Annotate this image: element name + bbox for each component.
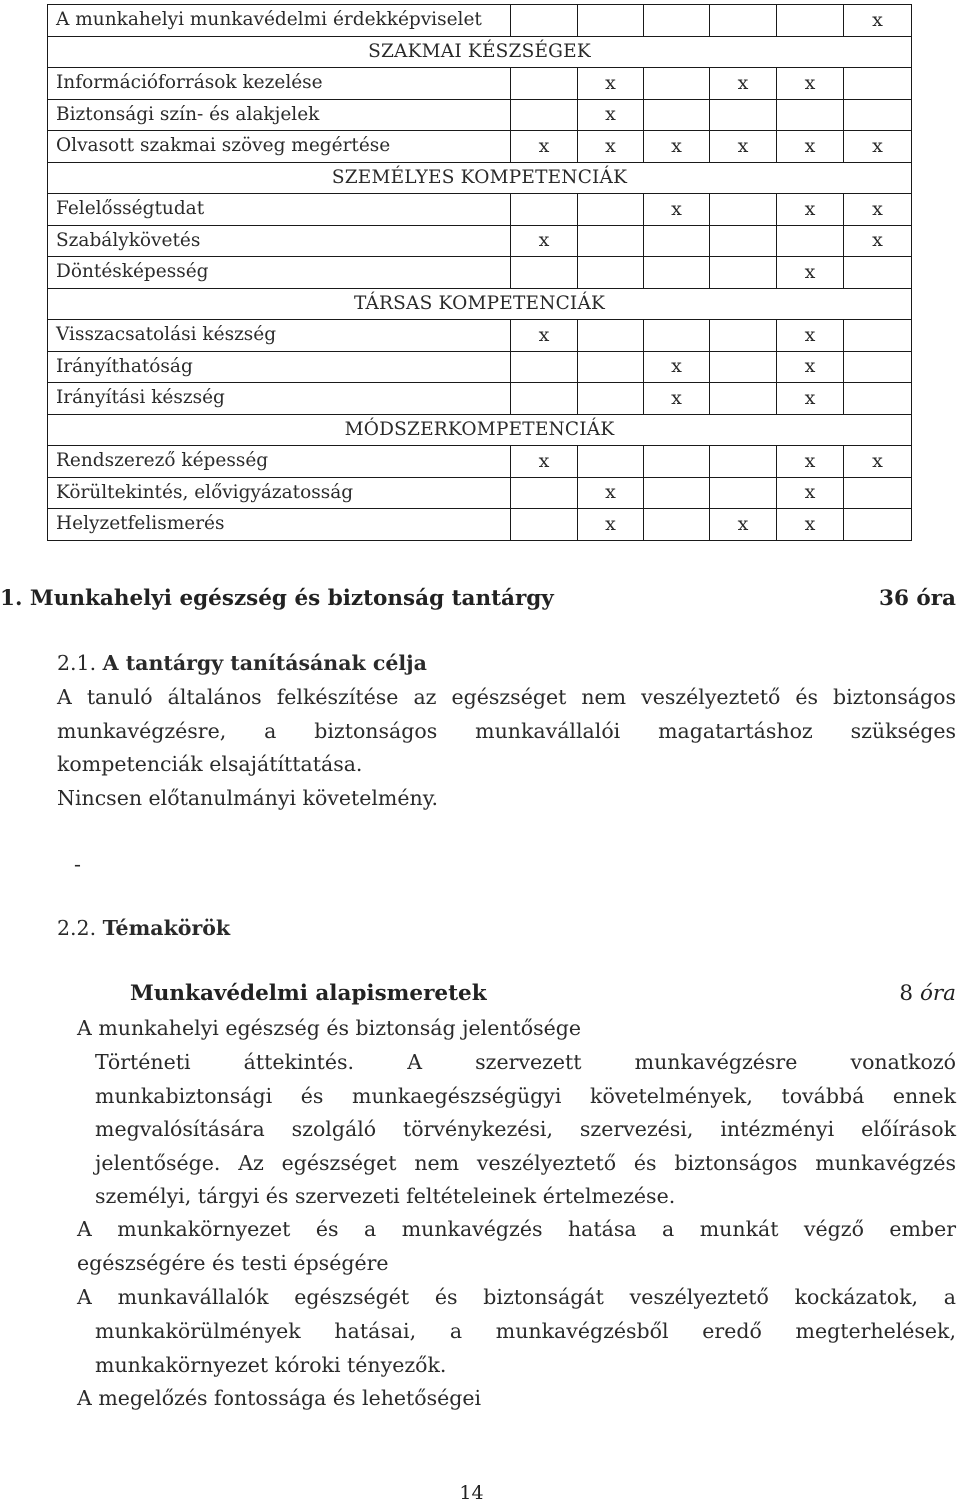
topics-heading bbox=[57, 912, 230, 946]
body-line: munkakörnyezet kóroki tényezők. bbox=[95, 1352, 447, 1377]
table-row bbox=[48, 509, 912, 541]
goal-paragraph bbox=[57, 681, 956, 782]
subtopic-2-line-2: egészségére és testi épségére bbox=[77, 1251, 389, 1275]
dash-item: - bbox=[74, 852, 81, 876]
body-line: Történeti áttekintés. A szervezett munkavégzésre vonatkozó bbox=[95, 1050, 956, 1074]
row-label: A munkahelyi munkavédelmi érdekképviselet bbox=[48, 5, 511, 37]
mark-cell bbox=[777, 5, 844, 37]
topics-title: Témakörök bbox=[102, 916, 231, 940]
mark-cell bbox=[511, 383, 578, 415]
prerequisite-text: Nincsen előtanulmányi követelmény. bbox=[57, 786, 439, 810]
mark-cell bbox=[844, 509, 912, 541]
topic-title: Munkavédelmi alapismeretek bbox=[130, 981, 487, 1006]
mark-cell bbox=[511, 509, 578, 541]
mark-cell: x bbox=[644, 351, 710, 383]
mark-cell: x bbox=[844, 446, 912, 478]
page-number: 14 bbox=[459, 1482, 484, 1504]
mark-cell: x bbox=[777, 383, 844, 415]
body-line: A munkavállalók egészségét és biztonságát veszélyeztető kockázatok, a bbox=[77, 1285, 956, 1309]
mark-cell bbox=[578, 257, 644, 289]
mark-cell: x bbox=[844, 5, 912, 37]
goal-number: 2.1. bbox=[57, 651, 97, 675]
table-section-row bbox=[48, 414, 912, 446]
mark-cell: x bbox=[777, 351, 844, 383]
mark-cell bbox=[710, 446, 777, 478]
mark-cell: x bbox=[777, 477, 844, 509]
subtopic-2-line-1 bbox=[77, 1213, 956, 1247]
section-heading: MÓDSZERKOMPETENCIÁK bbox=[48, 414, 912, 446]
mark-cell bbox=[710, 194, 777, 226]
subject-hours: 36 óra bbox=[878, 586, 956, 611]
mark-cell: x bbox=[578, 99, 644, 131]
table-row bbox=[48, 225, 912, 257]
mark-cell bbox=[844, 99, 912, 131]
body-line: munkabiztonsági és munkaegészségügyi követelmények, továbbá ennek bbox=[95, 1083, 956, 1108]
section-heading: TÁRSAS KOMPETENCIÁK bbox=[48, 288, 912, 320]
mark-cell: x bbox=[777, 68, 844, 100]
body-line: jelentősége. Az egészséget nem veszélyeztető és biztonságos munkavégzés bbox=[95, 1150, 956, 1175]
table-section-row bbox=[48, 36, 912, 68]
mark-cell: x bbox=[578, 477, 644, 509]
mark-cell bbox=[844, 68, 912, 100]
mark-cell bbox=[644, 446, 710, 478]
mark-cell: x bbox=[644, 131, 710, 163]
mark-cell bbox=[710, 351, 777, 383]
mark-cell bbox=[710, 257, 777, 289]
goal-line: munkavégzésre, a biztonságos munkavállalói magatartáshoz szükséges bbox=[57, 718, 956, 743]
subject-title: 1. Munkahelyi egészség és biztonság tantárgy bbox=[0, 586, 554, 611]
mark-cell bbox=[644, 477, 710, 509]
row-label: Visszacsatolási készség bbox=[48, 320, 511, 352]
mark-cell: x bbox=[511, 446, 578, 478]
mark-cell: x bbox=[710, 131, 777, 163]
mark-cell: x bbox=[777, 194, 844, 226]
mark-cell bbox=[844, 320, 912, 352]
mark-cell: x bbox=[644, 383, 710, 415]
goal-title: A tantárgy tanításának célja bbox=[102, 651, 427, 675]
mark-cell bbox=[511, 477, 578, 509]
mark-cell bbox=[710, 383, 777, 415]
row-label: Helyzetfelismerés bbox=[48, 509, 511, 541]
subtopic-3-body bbox=[95, 1315, 956, 1382]
mark-cell bbox=[511, 5, 578, 37]
mark-cell bbox=[644, 5, 710, 37]
mark-cell bbox=[710, 320, 777, 352]
mark-cell bbox=[710, 5, 777, 37]
mark-cell bbox=[844, 383, 912, 415]
mark-cell: x bbox=[710, 68, 777, 100]
row-label: Irányítási készség bbox=[48, 383, 511, 415]
row-label: Irányíthatóság bbox=[48, 351, 511, 383]
mark-cell bbox=[511, 351, 578, 383]
mark-cell bbox=[578, 5, 644, 37]
mark-cell: x bbox=[511, 131, 578, 163]
competency-table bbox=[47, 4, 912, 541]
topic-hours bbox=[899, 979, 956, 1009]
table-row bbox=[48, 99, 912, 131]
subtopic-1-title: A munkahelyi egészség és biztonság jelentősége bbox=[77, 1016, 582, 1040]
mark-cell bbox=[511, 194, 578, 226]
mark-cell bbox=[710, 225, 777, 257]
mark-cell bbox=[644, 68, 710, 100]
mark-cell: x bbox=[578, 131, 644, 163]
mark-cell bbox=[578, 225, 644, 257]
mark-cell: x bbox=[777, 446, 844, 478]
mark-cell bbox=[710, 477, 777, 509]
section-heading: SZEMÉLYES KOMPETENCIÁK bbox=[48, 162, 912, 194]
table-section-row bbox=[48, 288, 912, 320]
mark-cell: x bbox=[777, 257, 844, 289]
mark-cell bbox=[777, 225, 844, 257]
row-label: Szabálykövetés bbox=[48, 225, 511, 257]
mark-cell bbox=[844, 477, 912, 509]
mark-cell bbox=[511, 257, 578, 289]
table-row bbox=[48, 194, 912, 226]
body-line: személyi, tárgyi és szervezeti feltételeinek értelmezése. bbox=[95, 1184, 676, 1208]
goal-heading bbox=[57, 647, 427, 681]
row-label: Információforrások kezelése bbox=[48, 68, 511, 100]
mark-cell bbox=[578, 320, 644, 352]
row-label: Olvasott szakmai szöveg megértése bbox=[48, 131, 511, 163]
mark-cell: x bbox=[578, 509, 644, 541]
mark-cell bbox=[777, 99, 844, 131]
table-row bbox=[48, 446, 912, 478]
mark-cell: x bbox=[844, 131, 912, 163]
subtopic-1-body bbox=[95, 1046, 956, 1214]
table-row bbox=[48, 257, 912, 289]
mark-cell: x bbox=[844, 194, 912, 226]
row-label: Felelősségtudat bbox=[48, 194, 511, 226]
table-row bbox=[48, 5, 912, 37]
row-label: Rendszerező képesség bbox=[48, 446, 511, 478]
mark-cell: x bbox=[844, 225, 912, 257]
row-label: Döntésképesség bbox=[48, 257, 511, 289]
subtopic-3-line-1 bbox=[77, 1281, 956, 1315]
table-row bbox=[48, 320, 912, 352]
mark-cell: x bbox=[511, 320, 578, 352]
goal-line: A tanuló általános felkészítése az egészséget nem veszélyeztető és biztonságos bbox=[57, 685, 956, 709]
table-row bbox=[48, 131, 912, 163]
mark-cell bbox=[511, 99, 578, 131]
section-heading: SZAKMAI KÉSZSÉGEK bbox=[48, 36, 912, 68]
table-row bbox=[48, 351, 912, 383]
mark-cell bbox=[578, 383, 644, 415]
mark-cell bbox=[644, 225, 710, 257]
mark-cell: x bbox=[777, 320, 844, 352]
mark-cell: x bbox=[777, 509, 844, 541]
mark-cell bbox=[844, 351, 912, 383]
row-label: Körültekintés, elővigyázatosság bbox=[48, 477, 511, 509]
table-section-row bbox=[48, 162, 912, 194]
topic-hours-number: 8 bbox=[899, 981, 914, 1006]
mark-cell bbox=[578, 351, 644, 383]
body-line: megvalósítására szolgáló törvénykezési, szervezési, intézményi előírások bbox=[95, 1117, 956, 1141]
mark-cell bbox=[511, 68, 578, 100]
table-row bbox=[48, 68, 912, 100]
table-row bbox=[48, 477, 912, 509]
topics-number: 2.2. bbox=[57, 916, 97, 940]
topic-hours-unit: óra bbox=[919, 981, 956, 1006]
row-label: Biztonsági szín- és alakjelek bbox=[48, 99, 511, 131]
mark-cell: x bbox=[578, 68, 644, 100]
subtopic-4-title: A megelőzés fontossága és lehetőségei bbox=[77, 1386, 482, 1410]
mark-cell bbox=[578, 194, 644, 226]
mark-cell bbox=[644, 257, 710, 289]
mark-cell bbox=[644, 320, 710, 352]
mark-cell bbox=[844, 257, 912, 289]
mark-cell: x bbox=[710, 509, 777, 541]
mark-cell: x bbox=[777, 131, 844, 163]
mark-cell: x bbox=[511, 225, 578, 257]
body-line: munkakörülmények hatásai, a munkavégzésből eredő megterhelések, bbox=[95, 1319, 956, 1343]
mark-cell bbox=[644, 509, 710, 541]
mark-cell bbox=[710, 99, 777, 131]
table-row bbox=[48, 383, 912, 415]
mark-cell bbox=[644, 99, 710, 131]
goal-line: kompetenciák elsajátíttatása. bbox=[57, 752, 363, 776]
body-line: A munkakörnyezet és a munkavégzés hatása a munkát végző ember bbox=[77, 1217, 956, 1241]
mark-cell bbox=[578, 446, 644, 478]
mark-cell: x bbox=[644, 194, 710, 226]
